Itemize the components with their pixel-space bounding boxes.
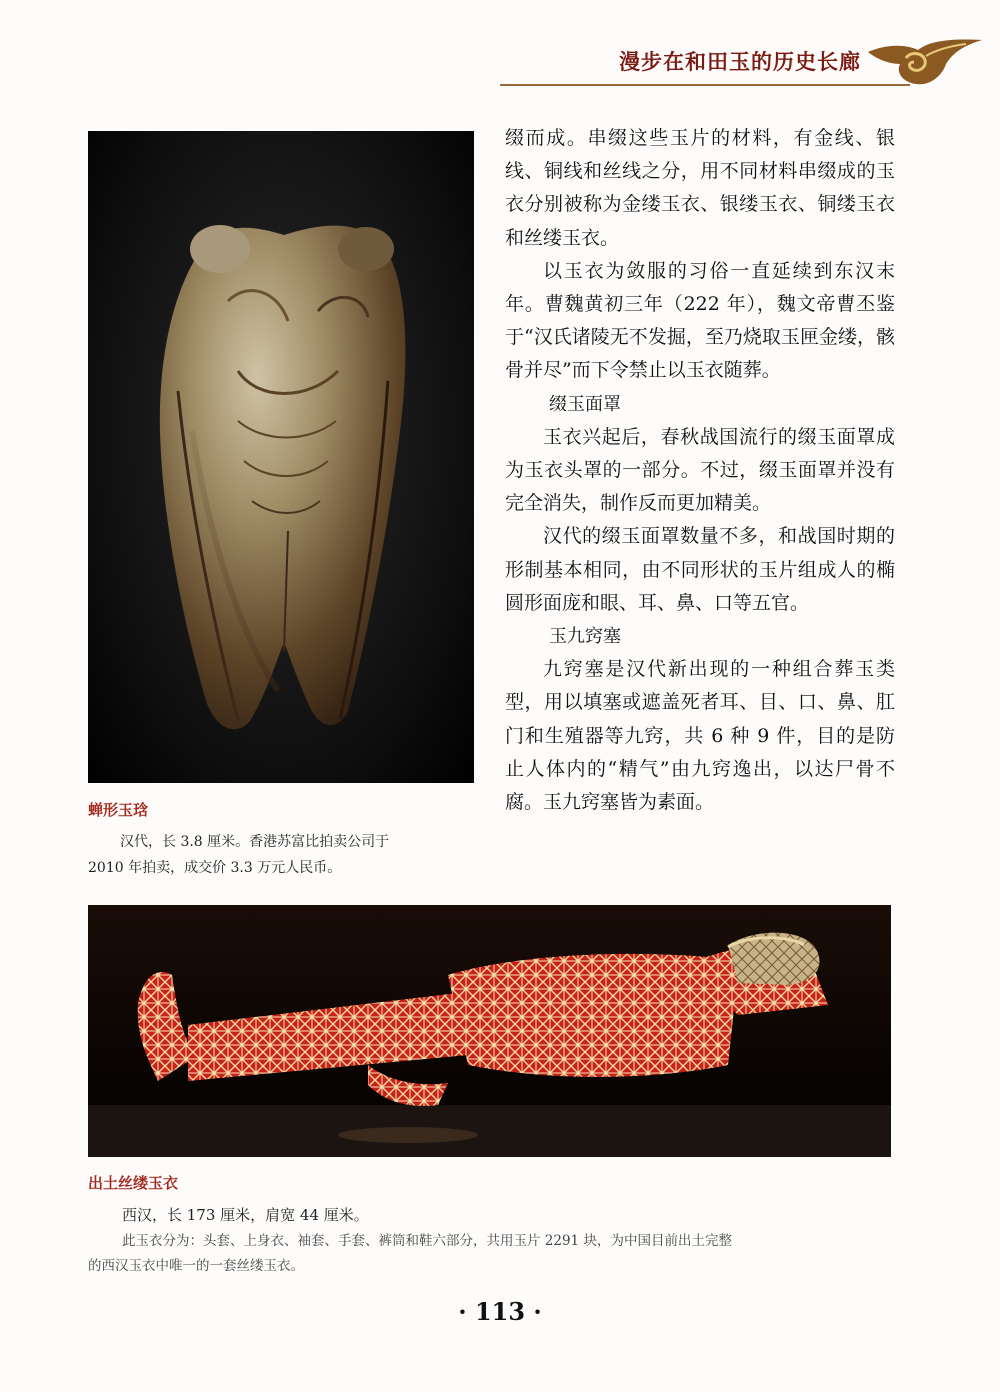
cicada-jade-photo	[88, 131, 474, 783]
article-body	[505, 122, 895, 819]
paragraph-2: 以玉衣为敛服的习俗一直延续到东汉末年。曹魏黄初三年（222 年），魏文帝曹丕鉴于“汉氏诸陵无不发掘，至乃烧取玉匣金缕，骸骨并尽”而下令禁止以玉衣随葬。	[505, 259, 895, 382]
figure2-title: 出土丝缕玉衣	[88, 1174, 179, 1192]
page-number: · 113 ·	[458, 1297, 542, 1326]
figure1-caption-line1: 汉代，长 3.8 厘米。香港苏富比拍卖公司于	[120, 834, 390, 850]
paragraph-3: 玉衣兴起后，春秋战国流行的缀玉面罩成为玉衣头罩的一部分。不过，缀玉面罩并没有完全消失，制作反而更加精美。	[505, 425, 895, 515]
paragraph-5: 九窍塞是汉代新出现的一种组合葬玉类型，用以填塞或遮盖死者耳、目、口、鼻、肛门和生殖器等九窍，共 6 种 9 件，目的是防止人体内的“精气”由九窍逸出，以达尸骨不腐。玉九窍塞皆为素面。	[505, 658, 895, 814]
running-title: 漫步在和田玉的历史长廊	[619, 49, 861, 74]
paragraph-1: 缀而成。串缀这些玉片的材料，有金线、银线、铜线和丝线之分，用不同材料串缀成的玉衣分别被称为金缕玉衣、银缕玉衣、铜缕玉衣和丝缕玉衣。	[505, 127, 895, 249]
figure2-caption-line3: 的西汉玉衣中唯一的一套丝缕玉衣。	[88, 1258, 304, 1274]
figure2-caption-line2: 此玉衣分为：头套、上身衣、袖套、手套、裤筒和鞋六部分，共用玉片 2291 块，为中国目前出土完整	[122, 1233, 732, 1249]
cloud-ornament-icon	[866, 34, 984, 92]
paragraph-4: 汉代的缀玉面罩数量不多，和战国时期的形制基本相同，由不同形状的玉片组成人的椭圆形面庞和眼、耳、鼻、口等五官。	[505, 525, 895, 614]
cicada-jade-image	[88, 131, 474, 783]
figure1-caption-line2: 2010 年拍卖，成交价 3.3 万元人民币。	[88, 860, 342, 876]
jade-suit-photo	[88, 905, 891, 1157]
figure1-title: 蝉形玉琀	[88, 801, 149, 819]
jade-suit-image	[88, 905, 891, 1157]
subheading-mask: 缀玉面罩	[549, 393, 621, 415]
subheading-plugs: 玉九窍塞	[549, 626, 621, 648]
figure2-caption-line1: 西汉，长 173 厘米，肩宽 44 厘米。	[122, 1206, 369, 1224]
header-rule	[500, 84, 910, 86]
